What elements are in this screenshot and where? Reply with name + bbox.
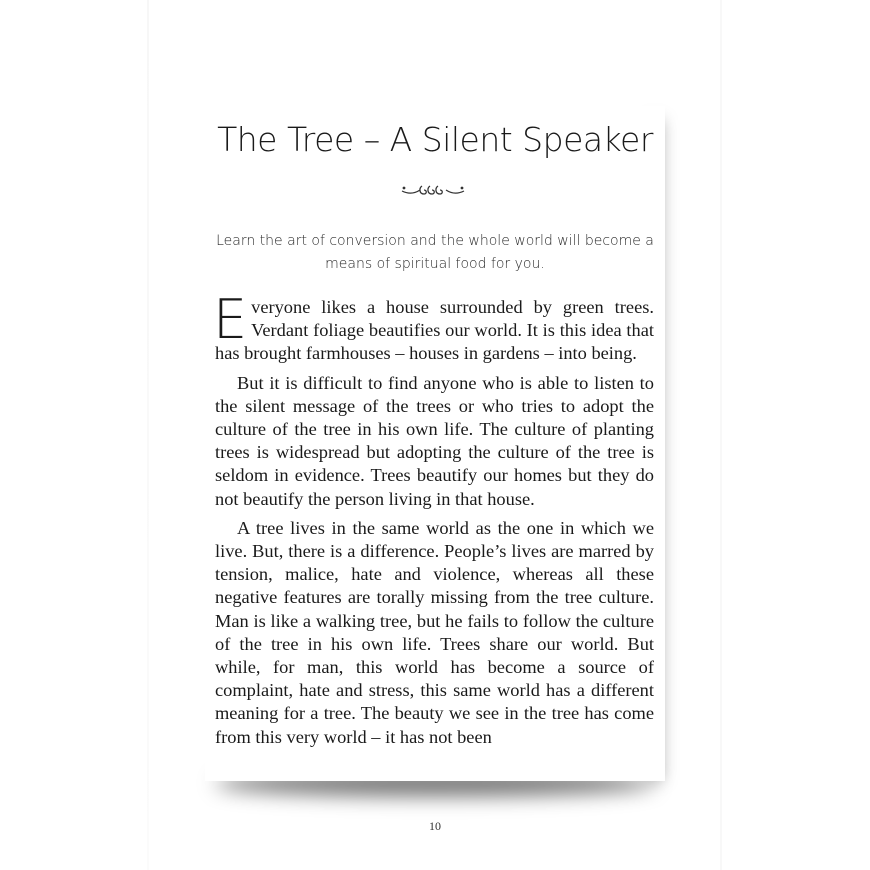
chapter-body: [213, 288, 654, 755]
paragraph-1: [213, 288, 654, 366]
chapter-epigraph: Learn the art of conversion and the whole world will become a means of spiritual food for you.: [216, 233, 654, 272]
flourish-ornament-icon: [400, 182, 466, 198]
page-number: 10: [429, 819, 441, 833]
chapter-title: The Tree – A Silent Speaker: [217, 120, 653, 159]
paragraph-1-text: veryone likes a house surrounded by green trees. Verdant foliage beautifies our world. It is this idea that has brought farmhouses – houses in gardens – into being.: [215, 297, 654, 364]
book-page: [205, 106, 665, 781]
paragraph-3: A tree lives in the same world as the one in which we live. But, there is a difference. People’s lives are marred by tension, malice, hate and violence, whereas all these negative features are torally missing from the tree culture. Man is like a walking tree, but he fails to follow the culture of the tree in his own life. Trees share our world. But while, for man, this world has become a source of complaint, hate and stress, this same world has a different meaning for a tree. The beauty we see in the tree has come from this very world – it has not been: [215, 517, 654, 747]
background-edge-right: [720, 0, 722, 870]
background-edge-left: [147, 0, 149, 870]
drop-cap: E: [213, 288, 248, 351]
paragraph-2: But it is difficult to find anyone who is able to listen to the silent message of the trees or who tries to adopt the culture of the tree in his own life. The culture of planting trees is widespread but adopting the culture of the tree is seldom in evidence. Trees beautify our homes but they do not beautify the person living in that house.: [215, 372, 654, 509]
